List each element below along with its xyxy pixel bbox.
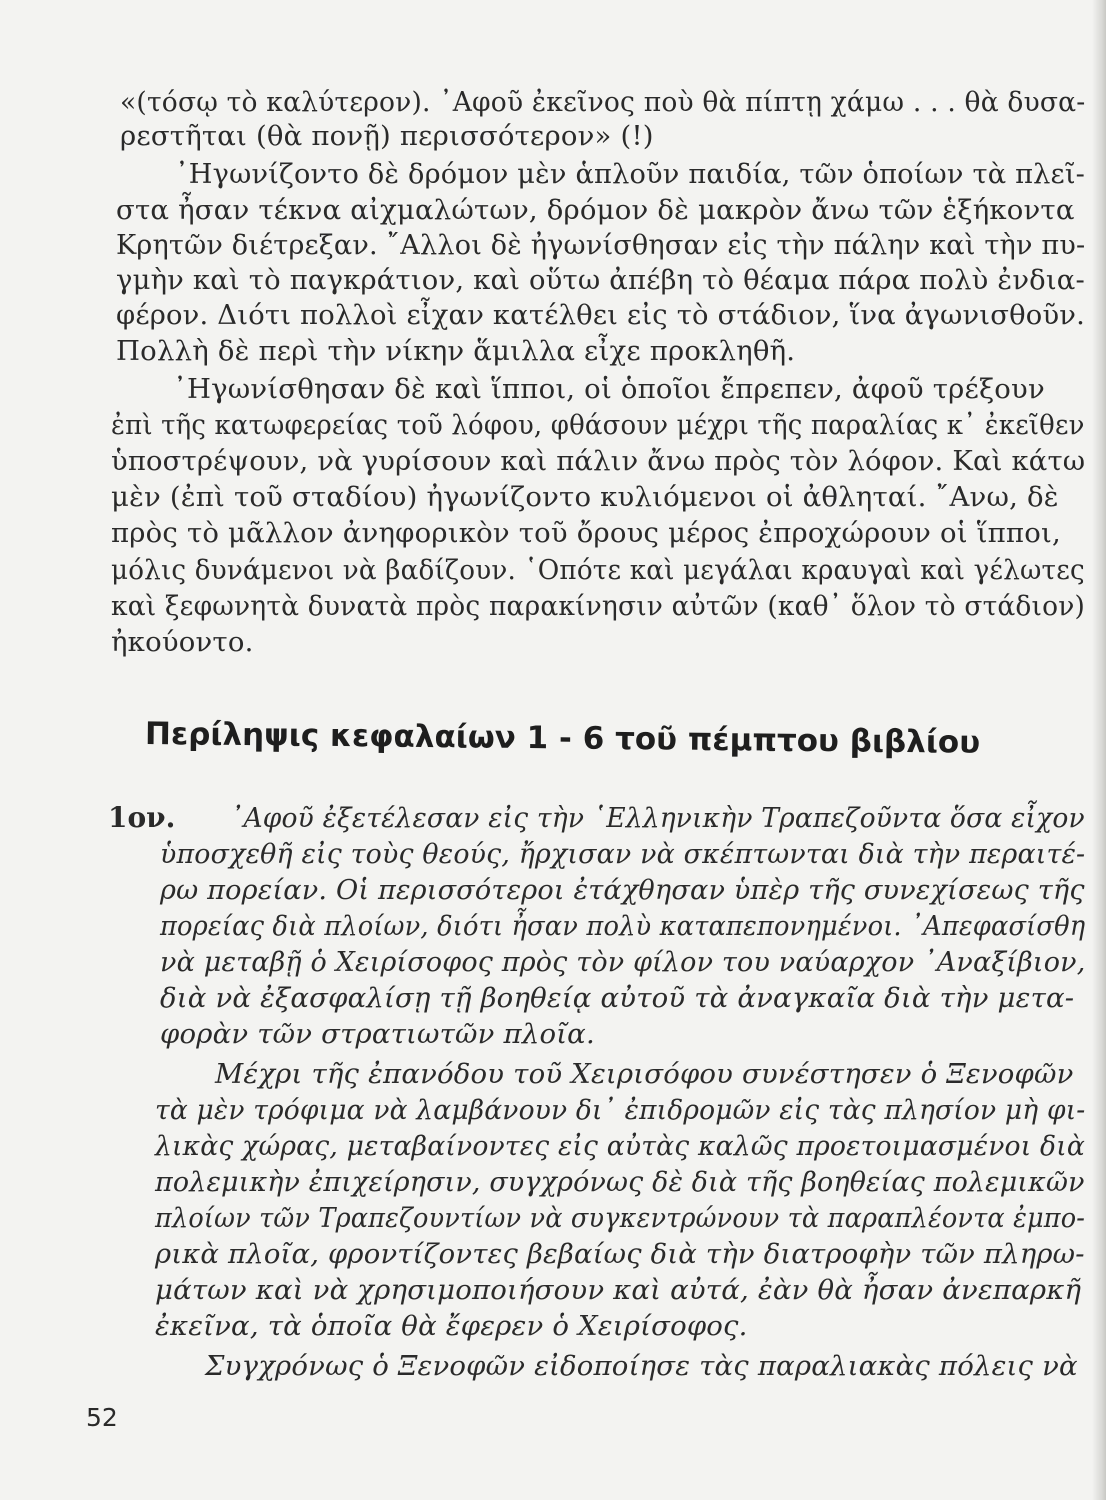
summary-line: ρικὰ πλοῖα, φροντίζοντες βεβαίως διὰ τὴν διατροφὴν τῶν πληρω- <box>155 1238 1085 1270</box>
summary-line: ἐκεῖνα, τὰ ὁποῖα θὰ ἔφερεν ὁ Χειρίσοφος. <box>155 1310 748 1342</box>
summary-line: πολεμικὴν ἐπιχείρησιν, συγχρόνως δὲ διὰ τῆς βοηθείας πολεμικῶν <box>155 1166 1085 1198</box>
text-line: ᾿Ηγωνίσθησαν δὲ καὶ ἵπποι, οἱ ὁποῖοι ἔπρεπεν, ἀφοῦ τρέξουν <box>173 373 1045 405</box>
text-line: ὑποστρέψουν, νὰ γυρίσουν καὶ πάλιν ἄνω πρὸς τὸν λόφον. Καὶ κάτω <box>111 445 1086 477</box>
text-line: γμὴν καὶ τὸ παγκράτιον, καὶ οὕτω ἀπέβη τὸ θέαμα πάρα πολὺ ἐνδια- <box>116 264 1085 296</box>
summary-line: Συγχρόνως ὁ Ξενοφῶν εἰδοποίησε τὰς παραλιακὰς πόλεις νὰ <box>205 1350 1078 1382</box>
text-line: Πολλὴ δὲ περὶ τὴν νίκην ἅμιλλα εἶχε προκληθῆ. <box>116 335 796 367</box>
summary-line: μάτων καὶ νὰ χρησιμοποιήσουν καὶ αὐτά, ἐὰν θὰ ἦσαν ἀνεπαρκῆ <box>155 1274 1082 1306</box>
summary-line: ρω πορείαν. Οἱ περισσότεροι ἐτάχθησαν ὑπὲρ τῆς συνεχίσεως τῆς <box>160 874 1085 906</box>
text-line: ἠκούοντο. <box>111 626 254 658</box>
text-line: μὲν (ἐπὶ τοῦ σταδίου) ἠγωνίζοντο κυλιόμενοι οἱ ἀθληταί. ῎Ανω, δὲ <box>111 481 1059 513</box>
text-line: Κρητῶν διέτρεξαν. ῎Αλλοι δὲ ἠγωνίσθησαν εἰς τὴν πάλην καὶ τὴν πυ- <box>116 229 1086 261</box>
section-heading: Περίληψις κεφαλαίων 1 - 6 τοῦ πέμπτου βιβλίου <box>144 716 981 761</box>
summary-line: ᾿Αφοῦ ἐξετέλεσαν εἰς τὴν ῾Ελληνικὴν Τραπεζοῦντα ὅσα εἶχον <box>230 802 1085 834</box>
summary-line: τὰ μὲν τρόφιμα νὰ λαμβάνουν δι᾿ ἐπιδρομῶν εἰς τὰς πλησίον μὴ φι- <box>155 1094 1086 1126</box>
summary-line: πλοίων τῶν Τραπεζουντίων νὰ συγκεντρώνουν τὰ παραπλέοντα ἐμπο- <box>155 1202 1086 1234</box>
text-line: ρεστῆται (θὰ πονῇ) περισσότερον» (!) <box>120 120 654 152</box>
text-line: ᾿Ηγωνίζοντο δὲ δρόμον μὲν ἁπλοῦν παιδία, τῶν ὁποίων τὰ πλεῖ- <box>175 158 1086 190</box>
summary-line: λικὰς χώρας, μεταβαίνοντες εἰς αὐτὰς καλῶς προετοιμασμένοι διὰ <box>155 1130 1085 1162</box>
text-line: καὶ ξεφωνητὰ δυνατὰ πρὸς παρακίνησιν αὐτῶν (καθ᾿ ὅλον τὸ στάδιον) <box>111 590 1085 622</box>
text-line: μόλις δυνάμενοι νὰ βαδίζουν. ῾Οπότε καὶ μεγάλαι κραυγαὶ καὶ γέλωτες <box>111 554 1085 586</box>
text-line: φέρον. Διότι πολλοὶ εἶχαν κατέλθει εἰς τὸ στάδιον, ἵνα ἀγωνισθοῦν. <box>116 299 1086 331</box>
summary-line: ὑποσχεθῆ εἰς τοὺς θεούς, ἤρχισαν νὰ σκέπτωνται διὰ τὴν περαιτέ- <box>160 838 1086 870</box>
scan-edge-shadow <box>1092 0 1106 1500</box>
text-line: «(τόσῳ τὸ καλύτερον). ᾿Αφοῦ ἐκεῖνος ποὺ θὰ πίπτῃ χάμω . . . θὰ δυσα- <box>120 86 1086 118</box>
summary-line: πορείας διὰ πλοίων, διότι ἦσαν πολὺ καταπεπονημένοι. ᾿Απεφασίσθη <box>160 910 1086 942</box>
summary-line: Μέχρι τῆς ἐπανόδου τοῦ Χειρισόφου συνέστησεν ὁ Ξενοφῶν <box>215 1058 1074 1090</box>
text-line: πρὸς τὸ μᾶλλον ἀνηφορικὸν τοῦ ὄρους μέρος ἐπροχώρουν οἱ ἵπποι, <box>111 517 1061 549</box>
text-line: στα ἦσαν τέκνα αἰχμαλώτων, δρόμον δὲ μακρὸν ἄνω τῶν ἑξήκοντα <box>116 194 1075 226</box>
page-number: 52 <box>86 1403 118 1432</box>
summary-line: φορὰν τῶν στρατιωτῶν πλοῖα. <box>160 1018 595 1050</box>
summary-line: διὰ νὰ ἐξασφαλίσῃ τῇ βοηθείᾳ αὐτοῦ τὰ ἀναγκαῖα διὰ τὴν μετα- <box>160 982 1075 1014</box>
summary-line: νὰ μεταβῇ ὁ Χειρίσοφος πρὸς τὸν φίλον του ναύαρχον ᾿Αναξίβιον, <box>160 946 1086 978</box>
item-number: 1ον. <box>108 801 176 834</box>
text-line: ἐπὶ τῆς κατωφερείας τοῦ λόφου, φθάσουν μέχρι τῆς παραλίας κ᾿ ἐκεῖθεν <box>111 409 1085 441</box>
